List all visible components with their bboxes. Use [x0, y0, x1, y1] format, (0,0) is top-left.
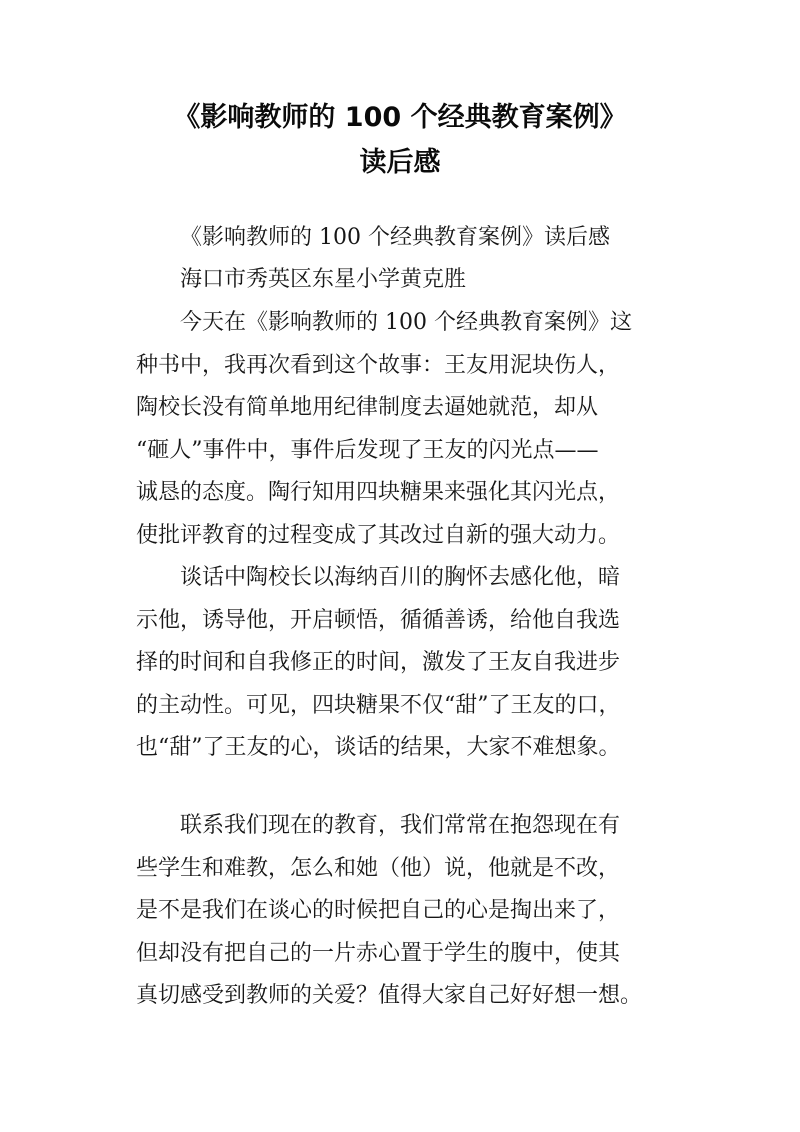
paragraph-1-line-6: 使批评教育的过程变成了其改过自新的强大动力。 [136, 523, 621, 548]
author-line: 海口市秀英区东星小学黄克胜 [180, 267, 467, 292]
paragraph-1-line-2: 种书中，我再次看到这个故事：王友用泥块伤人， [136, 353, 621, 378]
paragraph-1-line-3: 陶校长没有简单地用纪律制度去逼她就范，却从 [136, 395, 599, 420]
document-title-line-1: 《影响教师的 100 个经典教育案例》 [173, 102, 627, 133]
subtitle-line: 《影响教师的 100 个经典教育案例》读后感 [180, 225, 610, 250]
paragraph-2-line-3: 择的时间和自我修正的时间，激发了王友自我进步 [136, 650, 621, 675]
paragraph-3-line-2: 些学生和难教，怎么和她（他）说，他就是不改， [136, 856, 621, 881]
paragraph-3-line-5: 真切感受到教师的关爱？值得大家自己好好想一想。 [136, 983, 643, 1008]
paragraph-1-line-5: 诚恳的态度。陶行知用四块糖果来强化其闪光点， [136, 480, 621, 505]
paragraph-3-line-1: 联系我们现在的教育，我们常常在抱怨现在有 [180, 813, 621, 838]
paragraph-2-line-4: 的主动性。可见，四块糖果不仅“甜”了王友的口， [136, 693, 621, 718]
paragraph-1-line-4: “砸人”事件中，事件后发现了王友的闪光点—— [136, 438, 599, 463]
paragraph-3-line-3: 是不是我们在谈心的时候把自己的心是掏出来了， [136, 898, 621, 923]
document-title-line-2: 读后感 [359, 147, 441, 178]
paragraph-3-line-4: 但却没有把自己的一片赤心置于学生的腹中，使其 [136, 941, 621, 966]
paragraph-1-line-1: 今天在《影响教师的 100 个经典教育案例》这 [180, 310, 632, 335]
paragraph-2-line-1: 谈话中陶校长以海纳百川的胸怀去感化他，暗 [180, 565, 621, 590]
paragraph-2-line-2: 示他，诱导他，开启顿悟，循循善诱，给他自我选 [136, 608, 621, 633]
paragraph-2-line-5: 也“甜”了王友的心，谈话的结果，大家不难想象。 [136, 735, 621, 760]
